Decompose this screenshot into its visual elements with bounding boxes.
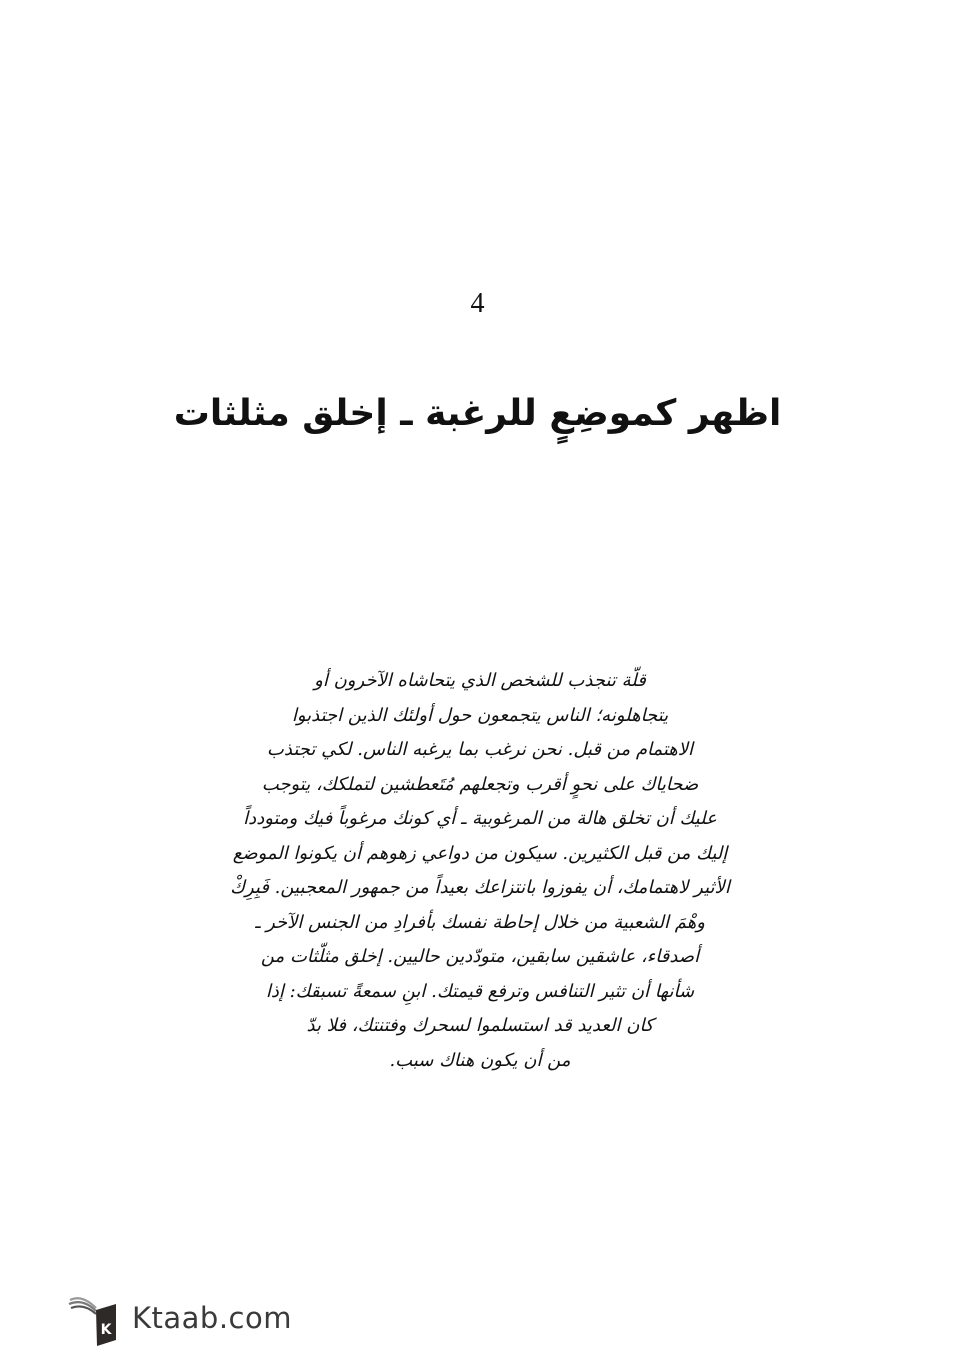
open-book-k-icon [66, 1290, 122, 1346]
paragraph-line: من أن يكون هناك سبب. [389, 1049, 571, 1071]
logo-text: Ktaab.com [132, 1301, 292, 1335]
ktaab-logo [66, 1290, 292, 1346]
paragraph-line: الاهتمام من قبل. نحن نرغب بما يرغبه الناس. لكي تجتذب [266, 739, 694, 760]
paragraph-line: أصدقاء، عاشقين سابقين، متودّدين حاليين. إخلق مثلّثات من [260, 946, 700, 967]
chapter-number: 4 [470, 288, 485, 319]
paragraph-line: إليك من قبل الكثيرين. سيكون من دواعي زهوهم أن يكونوا الموضع [232, 842, 728, 864]
paragraph-line: ضحاياك على نحوٍ أقرب وتجعلهم مُتَعطشين لتملكك، يتوجب [261, 773, 699, 795]
svg-text:K: K [100, 1322, 112, 1338]
paragraph-line: كان العديد قد استسلموا لسحرك وفتنتك، فلا بدّ [306, 1015, 654, 1036]
paragraph-line: شأنها أن تثير التنافس وترفع قيمتك. ابنِ سمعةً تسبقك: إذا [265, 980, 695, 1002]
paragraph-line: عليك أن تخلق هالة من المرغوبية ـ أي كونك مرغوباً فيك ومتودداً [243, 808, 717, 829]
paragraph-line: وهْمَ الشعبية من خلال إحاطة نفسك بأفرادِ من الجنس الآخر ـ [255, 911, 705, 933]
paragraph-line: الأثير لاهتمامك، أن يفوزوا بانتزاعك بعيداً من جمهور المعجبين. فَبِرِكْ [230, 877, 730, 898]
chapter-title: اظهر كموضِعٍ للرغبة ـ إخلق مثلثات [173, 393, 782, 434]
paragraph-line: قلّة تنجذب للشخص الذي يتحاشاه الآخرون أو [314, 670, 646, 691]
chapter-intro-paragraph [210, 664, 750, 1078]
paragraph-line: يتجاهلونه؛ الناس يتجمعون حول أولئك الذين اجتذبوا [291, 704, 669, 726]
